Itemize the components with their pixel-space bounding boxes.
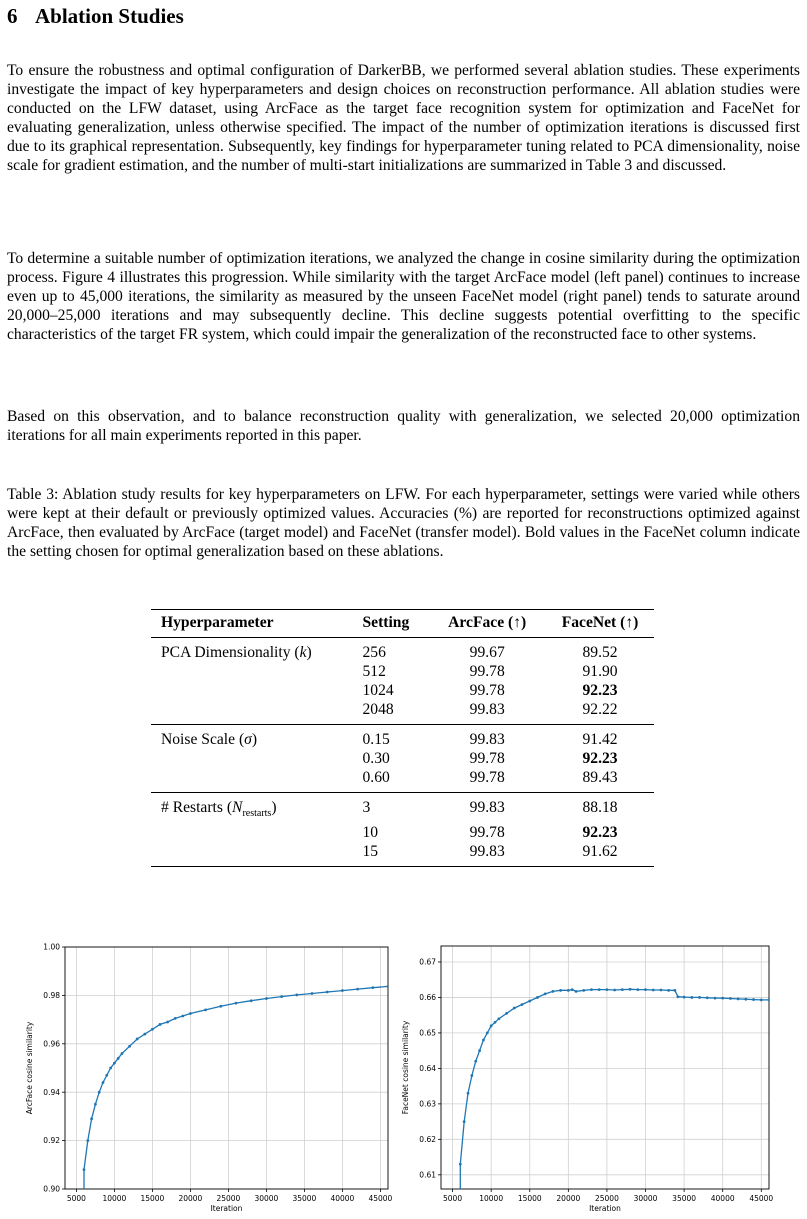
header-facenet: FaceNet (↑) bbox=[542, 610, 654, 638]
data-point bbox=[121, 1052, 124, 1055]
data-point bbox=[295, 994, 298, 997]
table-row bbox=[151, 768, 654, 793]
y-tick-label: 0.66 bbox=[419, 993, 436, 1003]
table-group-restarts bbox=[151, 793, 654, 867]
cell-arcface: 99.78 bbox=[469, 663, 505, 680]
x-tick-label: 40000 bbox=[330, 1194, 355, 1203]
table-group-noise bbox=[151, 725, 654, 793]
x-tick-label: 25000 bbox=[216, 1194, 241, 1203]
cell-setting: 0.15 bbox=[353, 725, 429, 750]
cell-arcface: 99.78 bbox=[469, 824, 505, 842]
cell-arcface: 99.78 bbox=[469, 682, 505, 699]
data-point bbox=[629, 988, 632, 991]
x-tick-label: 10000 bbox=[102, 1194, 127, 1203]
data-point bbox=[105, 1074, 108, 1077]
group-label-noise: Noise Scale (σ) bbox=[151, 725, 353, 750]
data-point bbox=[94, 1103, 97, 1106]
y-tick-label: 0.94 bbox=[43, 1087, 60, 1097]
y-tick-label: 0.61 bbox=[419, 1170, 436, 1180]
cell-setting: 2048 bbox=[362, 701, 394, 718]
y-tick-label: 0.98 bbox=[43, 991, 60, 1000]
data-point bbox=[760, 999, 763, 1002]
x-tick-label: 30000 bbox=[254, 1194, 279, 1203]
data-point bbox=[470, 1074, 473, 1077]
data-point bbox=[463, 1120, 466, 1123]
data-point bbox=[356, 988, 359, 991]
data-point bbox=[698, 996, 701, 999]
x-tick-label: 5000 bbox=[66, 1194, 86, 1203]
cell-setting: 15 bbox=[353, 842, 429, 867]
data-point bbox=[482, 1039, 485, 1042]
data-point bbox=[459, 1163, 462, 1166]
data-point bbox=[326, 991, 329, 994]
data-point bbox=[729, 997, 732, 1000]
data-point bbox=[486, 1032, 489, 1035]
data-layer bbox=[459, 988, 774, 1203]
data-point bbox=[280, 995, 283, 998]
y-tick-label: 0.65 bbox=[419, 1028, 436, 1038]
table-row bbox=[151, 793, 654, 824]
data-point bbox=[613, 989, 616, 992]
data-point bbox=[636, 988, 639, 991]
cell-setting: 10 bbox=[362, 824, 379, 842]
cell-setting: 512 bbox=[362, 663, 386, 680]
data-point bbox=[598, 988, 601, 991]
cell-facenet: 91.90 bbox=[582, 663, 618, 680]
data-point bbox=[513, 1007, 516, 1010]
data-point bbox=[174, 1017, 177, 1020]
plot-frame bbox=[65, 947, 388, 1189]
x-tick-label: 45000 bbox=[368, 1194, 393, 1203]
data-point bbox=[341, 989, 344, 992]
plot-frame bbox=[441, 946, 769, 1189]
paragraph-selection: Based on this observation, and to balance reconstruction quality with generalization, we selected 20,000 optimization iterations for all main experiments reported in this paper. bbox=[7, 408, 800, 444]
data-point bbox=[683, 996, 686, 999]
table-group-pca bbox=[151, 638, 654, 725]
x-tick-label: 25000 bbox=[594, 1194, 619, 1203]
cell-arcface: 99.67 bbox=[469, 644, 505, 661]
data-point bbox=[371, 986, 374, 989]
x-tick-label: 35000 bbox=[672, 1194, 697, 1203]
data-point bbox=[497, 1017, 500, 1020]
data-point bbox=[621, 988, 624, 991]
data-point bbox=[737, 997, 740, 1000]
table-caption: Table 3: Ablation study results for key hyperparameters on LFW. For each hyperparameter, settings were varied while others were kept at their default or previously optimized values. Accuracies (%) are reported for reconstructions optimized against ArcFace, then evaluated by ArcFace (target model) and FaceNet (transfer model). Bold values in the FaceNet column indicate the setting chosen for optimal generalization based on these ablations. bbox=[7, 486, 800, 560]
table-row bbox=[151, 725, 654, 750]
data-point bbox=[575, 990, 578, 993]
facenet-similarity-chart bbox=[400, 935, 807, 1219]
data-point bbox=[536, 996, 539, 999]
cell-facenet: 91.42 bbox=[542, 725, 654, 750]
ablation-table bbox=[151, 609, 654, 867]
data-point bbox=[189, 1012, 192, 1015]
data-point bbox=[714, 997, 717, 1000]
x-axis-label: Iteration bbox=[210, 1204, 243, 1213]
data-point bbox=[235, 1002, 238, 1005]
y-tick-label: 0.92 bbox=[43, 1136, 60, 1146]
data-point bbox=[90, 1117, 93, 1120]
cell-setting: 1024 bbox=[362, 682, 394, 699]
paragraph-iterations: To determine a suitable number of optimization iterations, we analyzed the change in cosine similarity during the optimization process. Figure 4 illustrates this progression. While similarity with the target ArcFace model (left panel) continues to increase even up to 45,000 iterations, the similarity as measured by the unseen FaceNet model (right panel) tends to saturate around 20,000–25,000 iterations and may subsequently decline. This decline suggests potential overfitting to the specific characteristics of the target FR system, which could impair the generalization of the reconstructed face to other systems. bbox=[7, 250, 800, 343]
cell-arcface: 99.78 bbox=[469, 769, 505, 786]
data-point bbox=[660, 989, 663, 992]
data-point bbox=[181, 1015, 184, 1018]
y-axis-label: ArcFace cosine similarity bbox=[25, 1021, 34, 1115]
y-tick-label: 1.00 bbox=[43, 942, 60, 952]
table-row bbox=[151, 681, 654, 700]
cell-facenet: 92.22 bbox=[582, 701, 618, 718]
data-point bbox=[652, 989, 655, 992]
data-point bbox=[528, 1000, 531, 1003]
data-point bbox=[690, 996, 693, 999]
data-point bbox=[552, 990, 555, 993]
x-tick-label: 30000 bbox=[633, 1194, 658, 1203]
table-row bbox=[151, 823, 654, 842]
y-tick-label: 0.67 bbox=[419, 957, 436, 967]
data-point bbox=[521, 1003, 524, 1006]
data-point bbox=[159, 1023, 162, 1026]
cell-facenet: 91.62 bbox=[542, 842, 654, 867]
data-point bbox=[744, 998, 747, 1001]
table-row bbox=[151, 700, 654, 725]
cell-facenet: 89.43 bbox=[582, 769, 618, 786]
data-point bbox=[136, 1038, 139, 1041]
x-tick-label: 35000 bbox=[292, 1194, 317, 1203]
cell-arcface: 99.78 bbox=[469, 750, 505, 767]
data-point bbox=[474, 1060, 477, 1063]
y-tick-label: 0.64 bbox=[419, 1063, 436, 1073]
cell-setting: 3 bbox=[353, 793, 429, 824]
data-point bbox=[117, 1057, 120, 1060]
x-tick-label: 15000 bbox=[140, 1194, 165, 1203]
cell-arcface: 99.83 bbox=[428, 842, 542, 867]
data-point bbox=[83, 1168, 86, 1171]
data-point bbox=[98, 1091, 101, 1094]
header-setting: Setting bbox=[353, 610, 429, 638]
data-point bbox=[505, 1012, 508, 1015]
arcface-similarity-chart bbox=[0, 935, 400, 1219]
y-tick-label: 0.63 bbox=[419, 1099, 436, 1109]
data-point bbox=[490, 1024, 493, 1027]
x-tick-label: 5000 bbox=[443, 1194, 463, 1203]
cell-setting: 0.60 bbox=[362, 769, 390, 786]
section-number: 6 bbox=[7, 4, 18, 28]
data-point bbox=[166, 1021, 169, 1024]
data-point bbox=[86, 1139, 89, 1142]
group-label-restarts: # Restarts $(N_{restarts})$ bbox=[151, 793, 353, 824]
paragraph-intro: To ensure the robustness and optimal configuration of DarkerBB, we performed several ablation studies. These experiments investigate the impact of key hyperparameters and design choices on reconstruction performance. All ablation studies were conducted on the LFW dataset, using ArcFace as the target face recognition system for optimization and FaceNet for evaluating generalization, unless otherwise specified. The impact of the number of optimization iterations is discussed first due to its graphical representation. Subsequently, key findings for hyperparameter tuning related to PCA dimensionality, noise scale for gradient estimation, and the number of multi-start initializations are summarized in Table 3 and discussed. bbox=[7, 62, 800, 174]
cell-facenet-best: 92.23 bbox=[582, 682, 618, 699]
data-point bbox=[606, 988, 609, 991]
data-point bbox=[590, 988, 593, 991]
data-point bbox=[387, 985, 390, 988]
header-arcface: ArcFace (↑) bbox=[428, 610, 542, 638]
data-point bbox=[143, 1033, 146, 1036]
data-point bbox=[567, 989, 570, 992]
cell-arcface: 99.83 bbox=[428, 725, 542, 750]
data-point bbox=[644, 988, 647, 991]
cell-facenet: 89.52 bbox=[582, 644, 618, 661]
data-point bbox=[721, 997, 724, 1000]
cell-facenet-best: 92.23 bbox=[582, 824, 618, 842]
data-point bbox=[582, 989, 585, 992]
data-point bbox=[544, 992, 547, 995]
data-point bbox=[752, 998, 755, 1001]
data-point bbox=[113, 1062, 116, 1065]
y-axis-label: FaceNet cosine similarity bbox=[401, 1020, 410, 1115]
cell-facenet-best: 92.23 bbox=[582, 750, 618, 767]
y-tick-label: 0.90 bbox=[43, 1184, 60, 1194]
x-axis-label: Iteration bbox=[589, 1204, 621, 1213]
table-row bbox=[151, 842, 654, 867]
data-point bbox=[467, 1092, 470, 1095]
data-point bbox=[128, 1045, 131, 1048]
data-point bbox=[706, 996, 709, 999]
data-layer bbox=[83, 985, 393, 1203]
section-title: Ablation Studies bbox=[35, 4, 184, 28]
data-point bbox=[219, 1005, 222, 1008]
data-point bbox=[667, 989, 670, 992]
data-point bbox=[559, 989, 562, 992]
x-tick-label: 20000 bbox=[178, 1194, 203, 1203]
data-point bbox=[677, 995, 680, 998]
x-tick-label: 15000 bbox=[517, 1194, 542, 1203]
group-label-pca: PCA Dimensionality (k) bbox=[161, 644, 312, 661]
data-point bbox=[250, 999, 253, 1002]
data-point bbox=[768, 999, 771, 1002]
data-point bbox=[571, 988, 574, 991]
cell-setting: 0.30 bbox=[362, 750, 390, 767]
header-hyperparameter: Hyperparameter bbox=[151, 610, 353, 638]
x-tick-label: 45000 bbox=[749, 1194, 774, 1203]
data-point bbox=[204, 1009, 207, 1012]
data-point bbox=[494, 1021, 497, 1024]
cell-arcface: 99.83 bbox=[469, 701, 505, 718]
data-point bbox=[311, 992, 314, 995]
y-tick-label: 0.96 bbox=[43, 1039, 60, 1049]
data-point bbox=[102, 1081, 105, 1084]
x-tick-label: 40000 bbox=[710, 1194, 735, 1203]
x-tick-label: 10000 bbox=[479, 1194, 504, 1203]
data-point bbox=[673, 989, 676, 992]
cell-facenet: 88.18 bbox=[542, 793, 654, 824]
table-row bbox=[151, 638, 654, 663]
section-heading bbox=[7, 4, 184, 29]
data-point bbox=[478, 1049, 481, 1052]
data-point bbox=[109, 1067, 112, 1070]
y-tick-label: 0.62 bbox=[419, 1134, 436, 1144]
data-point bbox=[151, 1028, 154, 1031]
table-row bbox=[151, 749, 654, 768]
data-point bbox=[265, 997, 268, 1000]
x-tick-label: 20000 bbox=[556, 1194, 581, 1203]
cell-arcface: 99.83 bbox=[428, 793, 542, 824]
table-row bbox=[151, 662, 654, 681]
cell-setting: 256 bbox=[362, 644, 386, 661]
